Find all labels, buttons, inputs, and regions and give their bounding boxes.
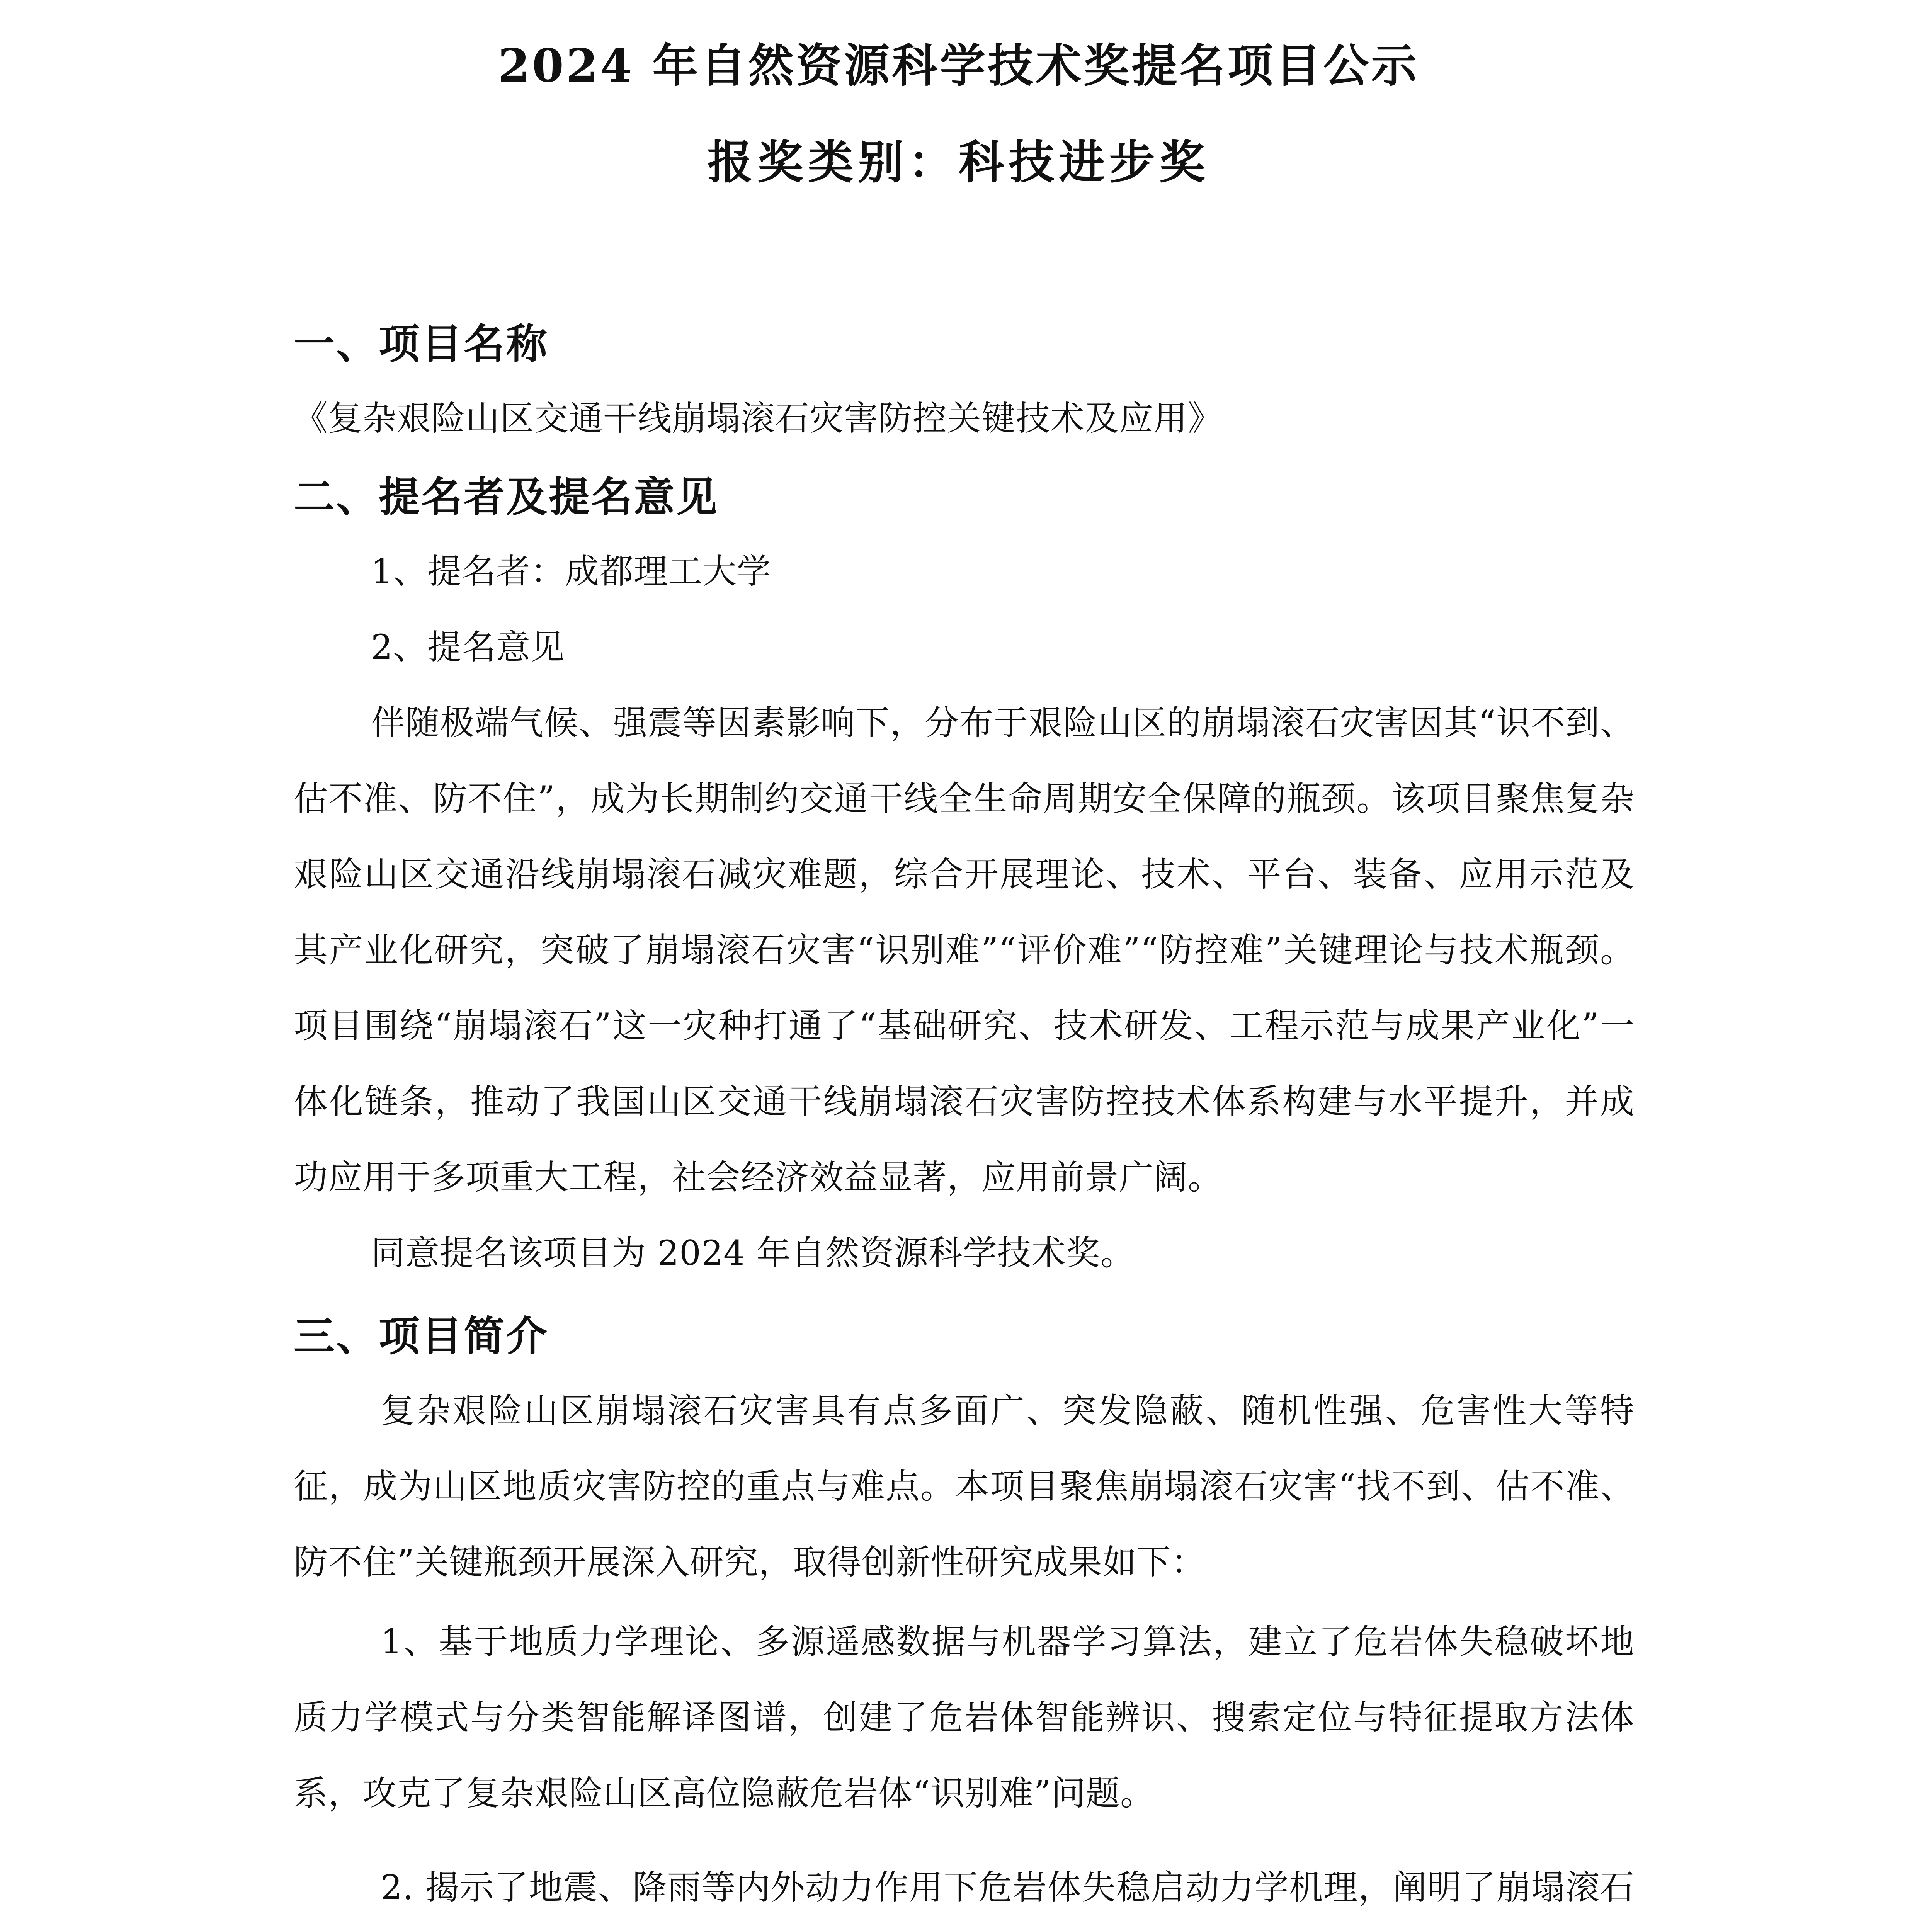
section-heading-project-summary: 三、项目简介 [294,1312,549,1360]
nominator: 1、提名者：成都理工大学 [371,551,771,591]
document-title: 2024 年自然资源科学技术奖提名项目公示 [498,39,1419,92]
document-body [294,315,1635,1932]
achievement-item-2: 2. 揭示了地震、降雨等内外动力作用下危岩体失稳启动力学机理，阐明了崩塌滚石 [381,1867,1635,1907]
achievement-item-1: 1、基于地质力学理论、多源遥感数据与机器学习算法，建立了危岩体失稳破坏地质力学模式与分类智能解译图谱，创建了危岩体智能辨识、搜索定位与特征提取方法体系，攻克了复杂艰险山区高位隐蔽危岩体“识别难”问题。 [294,1622,1635,1813]
award-category: 报奖类别：科技进步奖 [707,135,1210,189]
section-heading-project-name: 一、项目名称 [294,320,549,368]
project-summary-intro: 复杂艰险山区崩塌滚石灾害具有点多面广、突发隐蔽、随机性强、危害性大等特征，成为山区地质灾害防控的重点与难点。本项目聚焦崩塌滚石灾害“找不到、估不准、防不住”关键瓶颈开展深入研究，取得创新性研究成果如下： [294,1391,1635,1582]
nomination-agreement: 同意提名该项目为 2024 年自然资源科学技术奖。 [371,1233,1135,1273]
nomination-opinion-text: 伴随极端气候、强震等因素影响下，分布于艰险山区的崩塌滚石灾害因其“识不到、估不准、防不住”，成为长期制约交通干线全生命周期安全保障的瓶颈。该项目聚焦复杂艰险山区交通沿线崩塌滚石减灾难题，综合开展理论、技术、平台、装备、应用示范及其产业化研究，突破了崩塌滚石灾害“识别难”“评价难”“防控难”关键理论与技术瓶颈。项目围绕“崩塌滚石”这一灾种打通了“基础研究、技术研发、工程示范与成果产业化”一体化链条，推动了我国山区交通干线崩塌滚石灾害防控技术体系构建与水平提升，并成功应用于多项重大工程，社会经济效益显著，应用前景广阔。 [294,703,1635,1197]
section-heading-nomination: 二、提名者及提名意见 [294,473,719,521]
project-name: 《复杂艰险山区交通干线崩塌滚石灾害防控关键技术及应用》 [294,398,1223,438]
nomination-opinion-label: 2、提名意见 [371,627,565,667]
